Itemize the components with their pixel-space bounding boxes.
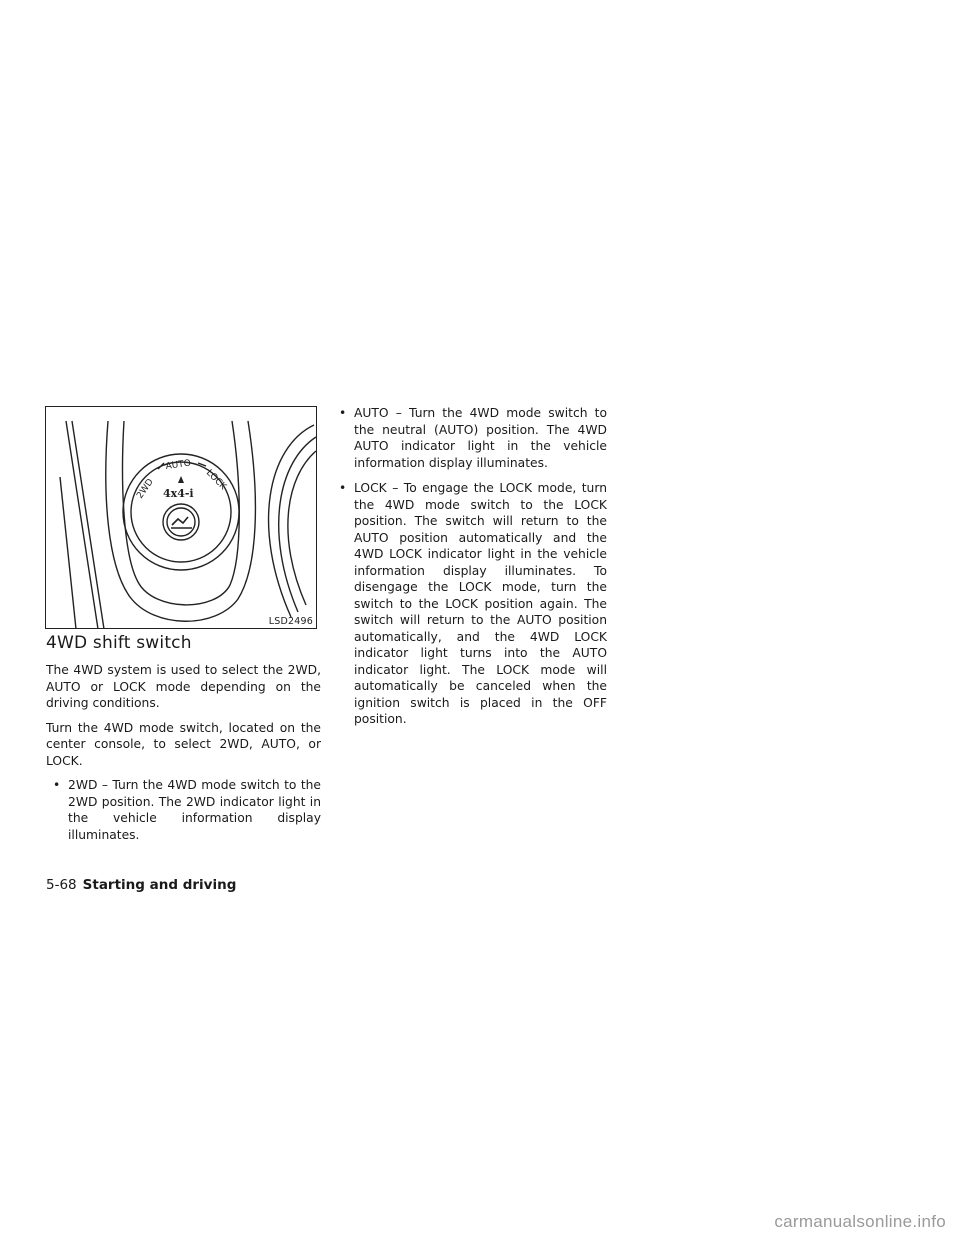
left-column (46, 662, 321, 852)
page-number: 5-68 (46, 877, 77, 893)
page-footer (46, 877, 236, 893)
switch-illustration (45, 406, 317, 629)
instruction-paragraph: Turn the 4WD mode switch, located on the center console, to select 2WD, AUTO, or LOCK. (46, 720, 321, 768)
figure-id: LSD2496 (268, 616, 313, 627)
bullet-2wd (46, 777, 321, 843)
bullet-marker: • (339, 406, 347, 420)
watermark: carmanualsonline.info (774, 1212, 946, 1231)
dial-label-lock: LOCK (203, 468, 228, 493)
bullet-text: AUTO – Turn the 4WD mode switch to the neutral (AUTO) position. The 4WD AUTO indicator light in the vehicle information display illuminates. (354, 406, 607, 470)
bullet-text: 2WD – Turn the 4WD mode switch to the 2WD position. The 2WD indicator light in the vehicle information display illuminates. (68, 778, 321, 842)
intro-paragraph: The 4WD system is used to select the 2WD, AUTO or LOCK mode depending on the driving conditions. (46, 663, 321, 710)
bullet-auto (332, 405, 607, 471)
footer-section-title: Starting and driving (82, 877, 237, 893)
bullet-text: LOCK – To engage the LOCK mode, turn the 4WD mode switch to the LOCK position. The switch will return to the AUTO position automatically and the 4WD LOCK indicator light in the vehicle information display illuminates. To disengage the LOCK mode, turn the switch to the LOCK position again. The switch will return to the AUTO position automatically, and the 4WD LOCK indicator light turns into the AUTO indicator light. The LOCK mode will automatically be canceled when the ignition switch is placed in the OFF position. (354, 481, 607, 726)
dial-label-2wd: 2WD (135, 477, 156, 501)
bullet-lock (332, 480, 607, 728)
dial-label-auto: AUTO (165, 458, 192, 472)
dial-badge: 4x4-i (163, 487, 194, 500)
right-column (332, 405, 607, 737)
bullet-marker: • (53, 778, 61, 792)
switch-drawing (46, 407, 317, 629)
bullet-marker: • (339, 481, 347, 495)
section-heading: 4WD shift switch (46, 633, 192, 653)
